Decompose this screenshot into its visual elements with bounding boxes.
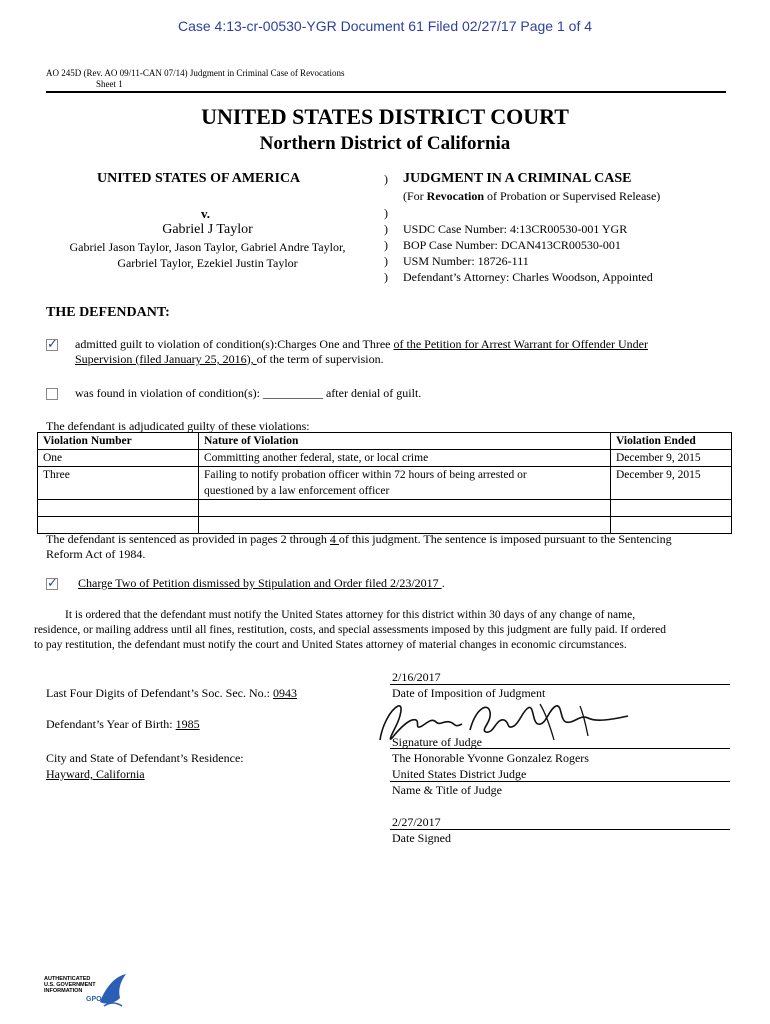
violation-ended: December 9, 2015	[611, 450, 732, 467]
ssn-line: Last Four Digits of Defendant’s Soc. Sec. No.: 0943	[46, 686, 297, 700]
case-header: Case 4:13-cr-00530-YGR Document 61 Filed 02/27/17 Page 1 of 4	[177, 18, 593, 34]
court-name: UNITED STATES DISTRICT COURT	[201, 104, 569, 129]
seal-line: INFORMATION	[44, 988, 83, 994]
defendant-aliases-2: Garbriel Taylor, Ezekiel Justin Taylor	[117, 256, 298, 270]
judge-title: United States District Judge	[392, 767, 527, 781]
violation-number	[38, 517, 199, 534]
violations-intro: The defendant is adjudicated guilty of these violations:	[46, 419, 310, 433]
imposition-label: Date of Imposition of Judgment	[392, 686, 546, 700]
form-number: AO 245D (Rev. AO 09/11-CAN 07/14) Judgment in Criminal Case of Revocations	[46, 68, 345, 78]
defendant-aliases-1: Gabriel Jason Taylor, Jason Taylor, Gabriel Andre Taylor,	[69, 240, 346, 254]
gpo-authentication-seal	[40, 972, 130, 1012]
gpo-mark: GPO	[86, 996, 102, 1003]
violation-number: One	[38, 450, 199, 467]
versus-label: v.	[201, 206, 211, 221]
usm-number: USM Number: 18726-111	[403, 254, 529, 268]
caption-paren: )	[384, 254, 388, 268]
table-row	[38, 483, 732, 500]
violation-nature	[199, 517, 611, 534]
order-text-line3: to pay restitution, the defendant must notify the court and United States attorney of material changes in economic circumstances.	[34, 639, 627, 651]
judgment-subtitle: (For Revocation of Probation or Supervised Release)	[403, 189, 661, 203]
plaintiff-name: UNITED STATES OF AMERICA	[97, 171, 301, 186]
violation-nature: Committing another federal, state, or local crime	[199, 450, 611, 467]
column-header: Violation Number	[38, 433, 199, 450]
name-title-rule	[390, 781, 730, 782]
dismissed-text: Charge Two of Petition dismissed by Stipulation and Order filed 2/23/2017 .	[78, 576, 445, 590]
violation-ended	[611, 517, 732, 534]
bop-case-number: BOP Case Number: DCAN413CR00530-001	[403, 238, 621, 252]
check-icon: ✓	[47, 336, 58, 351]
caption-paren: )	[384, 270, 388, 284]
admitted-text-line2: Supervision (filed January 25, 2016), of the term of supervision.	[75, 352, 384, 366]
sentence-text-line1: The defendant is sentenced as provided in pages 2 through 4 of this judgment. The sentence is imposed pursuant to the Sentencing	[46, 532, 672, 546]
table-row	[38, 450, 732, 467]
sentence-text-line2: Reform Act of 1984.	[46, 547, 146, 561]
table-header-row	[38, 433, 732, 450]
order-text-line1: It is ordered that the defendant must notify the United States attorney for this district within 30 days of any change of name,	[65, 609, 636, 621]
caption-paren: )	[384, 238, 388, 252]
column-header: Violation Ended	[611, 433, 732, 450]
violations-table	[37, 432, 732, 534]
imposition-date: 2/16/2017	[392, 670, 441, 684]
signed-date: 2/27/2017	[392, 815, 441, 829]
signed-date-rule	[390, 829, 730, 830]
judge-name: The Honorable Yvonne Gonzalez Rogers	[392, 751, 589, 765]
caption-paren: )	[384, 222, 388, 236]
court-district: Northern District of California	[259, 133, 511, 154]
form-sheet: Sheet 1	[96, 79, 123, 89]
found-violation-checkbox[interactable]	[46, 388, 58, 400]
violation-nature: questioned by a law enforcement officer	[199, 483, 611, 500]
violation-ended	[611, 483, 732, 500]
defendant-name: Gabriel J Taylor	[162, 222, 253, 237]
violation-ended	[611, 500, 732, 517]
imposition-rule	[390, 684, 730, 685]
violation-number	[38, 500, 199, 517]
defense-attorney: Defendant’s Attorney: Charles Woodson, Appointed	[403, 270, 653, 284]
violation-number: Three	[38, 467, 199, 484]
found-violation-text: was found in violation of condition(s): __________ after denial of guilt.	[75, 386, 422, 400]
violation-number	[38, 483, 199, 500]
column-header: Nature of Violation	[199, 433, 611, 450]
residence-value: Hayward, California	[46, 767, 145, 781]
seal-line: AUTHENTICATED	[44, 976, 91, 982]
order-text-line2: residence, or mailing address until all fines, restitution, costs, and special assessments imposed by this judgment are fully paid. If ordered	[34, 624, 667, 636]
violation-nature	[199, 500, 611, 517]
eagle-icon	[96, 972, 128, 1012]
caption-paren: )	[384, 206, 388, 220]
table-row	[38, 467, 732, 484]
table-row	[38, 500, 732, 517]
seal-line: U.S. GOVERNMENT	[44, 982, 96, 988]
usdc-case-number: USDC Case Number: 4:13CR00530-001 YGR	[403, 222, 628, 236]
caption-paren: )	[384, 172, 388, 186]
admitted-text-line1: admitted guilt to violation of condition(s):Charges One and Three of the Petition for Arrest Warrant for Offender Under	[75, 337, 649, 351]
name-title-label: Name & Title of Judge	[392, 783, 502, 797]
signed-label: Date Signed	[392, 831, 451, 845]
header-rule	[46, 91, 726, 93]
signature-label: Signature of Judge	[392, 735, 482, 749]
violation-nature: Failing to notify probation officer within 72 hours of being arrested or	[199, 467, 611, 484]
judgment-title: JUDGMENT IN A CRIMINAL CASE	[403, 171, 632, 186]
defendant-heading: THE DEFENDANT:	[46, 305, 170, 320]
violation-ended: December 9, 2015	[611, 467, 732, 484]
check-icon: ✓	[47, 575, 58, 590]
table-row	[38, 517, 732, 534]
residence-label: City and State of Defendant’s Residence:	[46, 751, 244, 765]
birth-year-line: Defendant’s Year of Birth: 1985	[46, 717, 200, 731]
